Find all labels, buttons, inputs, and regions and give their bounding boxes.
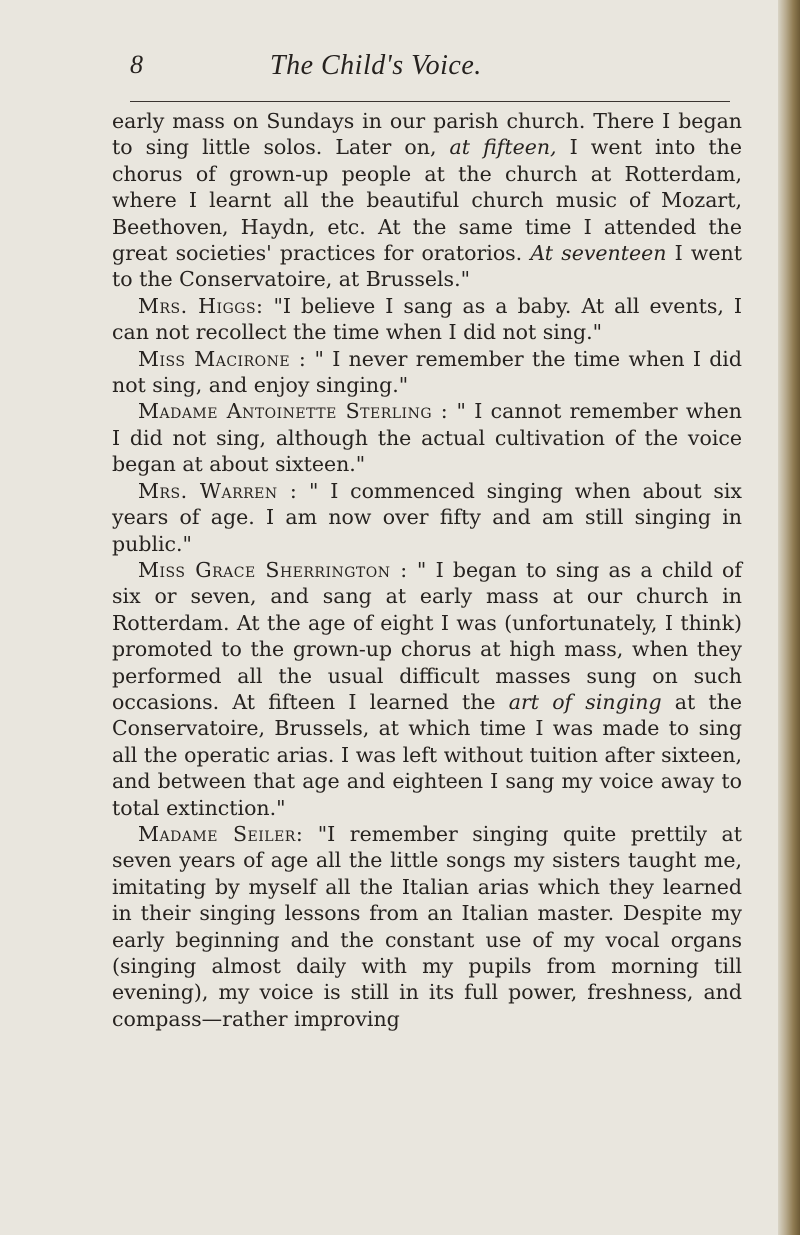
quote-paragraph <box>112 821 742 1032</box>
quote-paragraph <box>112 557 742 821</box>
header-rule <box>130 101 730 102</box>
italic-text: at fifteen, <box>449 135 557 160</box>
text-run: " I commenced singing when about six years of age. I am now over fifty and am still singing in public." <box>112 478 742 556</box>
running-title: The Child's Voice. <box>270 50 482 81</box>
quote-paragraph <box>112 293 742 346</box>
text-run: " I cannot remember when I did not sing, although the actual cultivation of the voice began at about sixteen." <box>112 399 742 477</box>
text-run: early mass on Sundays in our parish church. There I began to sing little solos. Later on, <box>112 109 742 160</box>
speaker-name: Mrs. Higgs: <box>138 293 264 318</box>
text-run: "I believe I sang as a baby. At all events, I can not recollect the time when I did not sing." <box>112 293 742 345</box>
speaker-name: Miss Macirone : <box>138 346 307 371</box>
page-edge-shadow <box>778 0 800 1235</box>
italic-text: At seventeen <box>530 241 667 266</box>
quote-paragraph <box>112 346 742 399</box>
italic-text: art of singing <box>508 689 662 714</box>
continued-paragraph <box>112 108 742 293</box>
text-run: at the Conservatoire, Brussels, at which time I was made to sing all the operatic arias. I was left without tuition after sixteen, and between that age and eighteen I sang my voice away to total extinction." <box>112 689 742 820</box>
page-header <box>130 50 730 90</box>
page-number: 8 <box>130 50 143 79</box>
text-run: " I began to sing as a child of six or seven, and sang at early mass at our church in Rotterdam. At the age of eight I was (unfortunately, I think) promoted to the grown-up chorus at high mass, when they performed all the usual difficult masses sung on such occasions. At fifteen I learned the <box>112 557 742 714</box>
speaker-name: Madame Seiler: <box>138 821 304 846</box>
text-run: I went to the Conservatoire, at Brussels." <box>112 241 742 292</box>
quote-paragraph <box>112 398 742 477</box>
text-run: I went into the chorus of grown-up people at the church at Rotterdam, where I learnt all the beautiful church music of Mozart, Beethoven, Haydn, etc. At the same time I attended the great societies' practices for oratorios. <box>112 135 742 266</box>
body-text <box>112 108 742 1032</box>
speaker-name: Madame Antoinette Sterling : <box>138 399 449 424</box>
text-run: "I remember singing quite prettily at seven years of age all the little songs my sisters taught me, imitating by myself all the Italian arias which they learned in their singing lessons from an Italian master. Despite my early beginning and the constant use of my vocal organs (singing almost daily with my pupils from morning till evening), my voice is still in its full power, freshness, and compass—rather improving <box>112 821 742 1031</box>
quote-paragraph <box>112 478 742 557</box>
text-run: " I never remember the time when I did not sing, and enjoy singing." <box>112 346 742 398</box>
speaker-name: Mrs. Warren : <box>138 478 298 503</box>
speaker-name: Miss Grace Sherrington : <box>138 557 408 582</box>
